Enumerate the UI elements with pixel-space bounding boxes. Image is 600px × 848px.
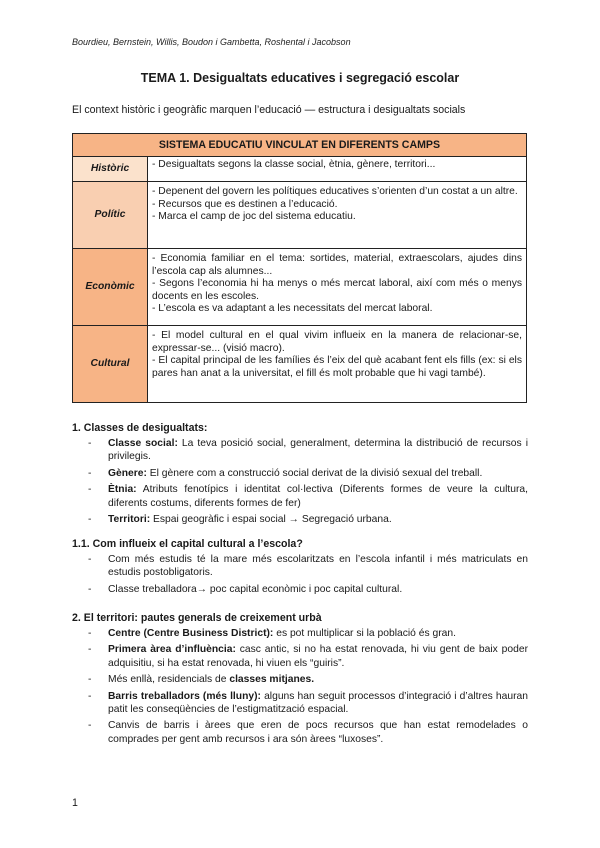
- term: Barris treballadors (més lluny):: [108, 690, 261, 702]
- cell-line: - Recursos que es destinen a l’educació.: [152, 198, 338, 210]
- table-row: [73, 157, 527, 182]
- table-heading: SISTEMA EDUCATIU VINCULAT EN DIFERENTS CAMPS: [73, 134, 527, 157]
- definition: Atributs fenotípics i identitat col·lectiva (Diferents formes de veure la cultura, diferents costums, diferents formes de fer): [108, 484, 528, 509]
- term: classes mitjanes.: [229, 674, 315, 686]
- bullet-dash: -: [88, 690, 92, 702]
- cell-line: - Segons l’economia hi ha menys o més mercat laboral, així com més o menys docents en les escoles.: [152, 278, 522, 302]
- term: Ètnia:: [108, 484, 137, 496]
- term: Gènere:: [108, 467, 147, 479]
- intro-text: El context històric i geogràfic marquen l’educació — estructura i desigualtats socials: [72, 104, 466, 116]
- section-heading-1: 1. Classes de desigualtats:: [72, 422, 208, 434]
- bullet-dash: -: [88, 644, 92, 656]
- cell-line: - Economia familiar en el tema: sortides, material, extraescolars, ajudes dins l’escola cap als alumnes...: [152, 253, 522, 277]
- item-text: Classe treballadora→ poc capital econòmic i poc capital cultural.: [108, 583, 403, 595]
- term: Centre (Centre Business District):: [108, 628, 274, 639]
- bullet-dash: -: [88, 484, 92, 496]
- definition: La teva posició social, generalment, determina la distribució de recursos i privilegis.: [108, 438, 529, 463]
- cell-line: - Depenent del govern les polítiques educatives s’orienten d’un costat a un altre.: [152, 186, 518, 197]
- term: Territori:: [108, 514, 151, 526]
- section-heading-1-1: 1.1. Com influeix el capital cultural a l’escola?: [72, 538, 303, 550]
- list-item: [88, 690, 528, 717]
- list-item: [88, 437, 528, 464]
- list-classes: [88, 437, 528, 529]
- list-item: [88, 719, 528, 746]
- running-header: Bourdieu, Bernstein, Willis, Boudon i Gambetta, Roshental i Jacobson: [72, 37, 351, 47]
- list-item: [88, 643, 528, 670]
- row-label-cultural: Cultural: [73, 326, 148, 403]
- bullet-dash: -: [88, 628, 92, 639]
- row-label-economic: Econòmic: [73, 249, 148, 326]
- row-label-politic: Polític: [73, 182, 148, 249]
- list-capital-cultural: [88, 553, 528, 599]
- term: Primera àrea d’influència:: [108, 644, 236, 656]
- cell-line: - L’escola es va adaptant a les necessitats del mercat laboral.: [152, 303, 433, 315]
- cell-line: - Marca el camp de joc del sistema educatiu.: [152, 211, 356, 223]
- bullet-dash: -: [88, 583, 92, 595]
- row-text-cultural: [148, 326, 527, 403]
- definition: Canvis de barris i àrees que eren de pocs recursos que han estat remodelades o comprades per gent amb recursos i ara són àrees “luxoses”.: [108, 720, 528, 745]
- item-text: Com més estudis té la mare més escolaritzats en l’escola infantil i més matriculats en estudis postobligatoris.: [108, 554, 528, 579]
- cell-line: - Desigualtats segons la classe social, ètnia, gènere, territori...: [152, 159, 436, 170]
- table-row: [73, 182, 527, 249]
- cell-line: - El model cultural en el qual vivim influeix en la manera de relacionar-se, expressar-se... (visió macro).: [152, 330, 522, 354]
- definition: alguns han seguit processos d’integració i d’altres hauran patit les conseqüències de l’estigmatització espacial.: [108, 690, 528, 716]
- definition: El gènere com a construcció social derivat de la divisió sexual del treball.: [146, 467, 483, 479]
- list-item: [88, 483, 528, 510]
- bullet-dash: -: [88, 674, 92, 686]
- list-item: [88, 553, 528, 580]
- definition: Espai geogràfic i espai social → Segregació urbana.: [150, 514, 392, 526]
- row-text-economic: [148, 249, 527, 326]
- cell-line: - El capital principal de les famílies és l’eix del què acabant fent els fills (ex: si els pares han anat a la universitat, el fill és molt probable que hi vagi també).: [152, 355, 522, 379]
- bullet-dash: -: [88, 514, 92, 526]
- camps-table: [72, 133, 527, 403]
- definition: es pot multiplicar si la població és gran.: [273, 628, 456, 639]
- list-item: [88, 627, 528, 640]
- row-text-politic: [148, 182, 527, 249]
- term: Classe social:: [108, 438, 178, 449]
- page-number: 1: [72, 797, 78, 809]
- list-item: [88, 583, 528, 596]
- list-item: [88, 673, 528, 686]
- list-item: [88, 467, 528, 480]
- definition: Més enllà, residencials de: [108, 674, 230, 686]
- list-item: [88, 513, 528, 526]
- row-text-historic: [148, 157, 527, 182]
- table-row: [73, 326, 527, 403]
- row-label-historic: Històric: [73, 157, 148, 182]
- bullet-dash: -: [88, 554, 92, 565]
- definition: casc antic, si no ha estat renovada, hi viu gent de baix poder adquisitiu, si ha estat renovada, hi viuen els “guiris”.: [108, 644, 528, 669]
- table-row: [73, 249, 527, 326]
- page-title: TEMA 1. Desigualtats educatives i segregació escolar: [140, 71, 460, 85]
- bullet-dash: -: [88, 720, 92, 732]
- list-territori: [88, 627, 528, 749]
- bullet-dash: -: [88, 438, 92, 449]
- bullet-dash: -: [88, 467, 92, 479]
- section-heading-2: 2. El territori: pautes generals de creixement urbà: [72, 612, 322, 624]
